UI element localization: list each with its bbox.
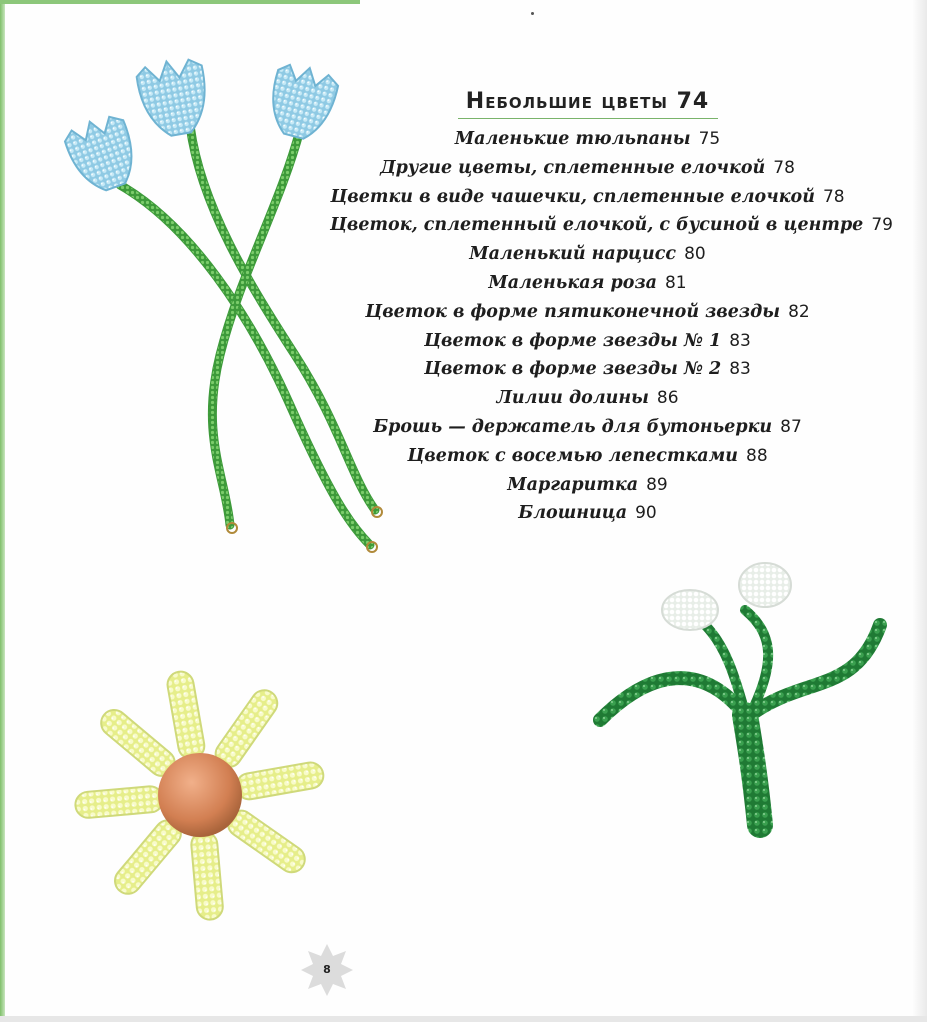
beaded-daisy-image	[60, 660, 340, 930]
toc-entry-page: 75	[698, 129, 721, 149]
toc-entry-page: 83	[729, 359, 751, 380]
toc-entry-title: Маленький нарцисс	[469, 244, 677, 265]
toc-entry-title: Цветок, сплетенный елочкой, с бусиной в центре	[330, 215, 864, 236]
toc-entry-page: 81	[664, 272, 687, 293]
toc-entry-page: 87	[780, 416, 802, 437]
toc-entry-title: Цветки в виде чашечки, сплетенные елочкой	[330, 186, 815, 207]
toc-entry-page: 80	[684, 244, 706, 265]
toc-entry-title: Блошница	[518, 503, 628, 524]
toc-entry-page: 89	[646, 474, 668, 495]
toc-entry-title: Цветок с восемью лепестками	[407, 445, 739, 466]
toc-entry-page: 78	[822, 186, 845, 207]
toc-entry-page: 86	[656, 388, 679, 409]
toc-entry-title: Маленькая роза	[488, 272, 657, 293]
toc-entry[interactable]	[330, 499, 845, 528]
toc-entry[interactable]	[330, 211, 893, 240]
toc-entry[interactable]	[330, 413, 845, 442]
toc-entry-title: Брошь — держатель для бутоньерки	[373, 416, 773, 437]
section-page-number: 74	[676, 89, 710, 114]
page-number-badge	[299, 942, 355, 998]
toc-entry[interactable]	[330, 442, 845, 471]
beaded-lily-of-the-valley-image	[585, 555, 895, 845]
toc-entry-list	[330, 125, 893, 528]
toc-entry[interactable]	[330, 327, 845, 356]
toc-entry-page: 78	[773, 157, 795, 178]
toc-entry-page: 82	[788, 301, 810, 322]
page-edge-left	[0, 0, 5, 1022]
page-edge-bottom	[0, 1016, 927, 1022]
toc-entry[interactable]	[330, 269, 845, 298]
toc-entry[interactable]	[330, 384, 845, 413]
toc-entry[interactable]	[330, 240, 845, 269]
toc-entry[interactable]	[330, 183, 845, 212]
toc-entry[interactable]	[330, 125, 845, 154]
toc-entry-title: Цветок в форме звезды № 1	[424, 330, 722, 351]
toc-entry-page: 90	[635, 503, 657, 524]
toc-entry[interactable]	[330, 355, 845, 384]
toc-entry-page: 79	[871, 215, 893, 236]
toc-entry-title: Маргаритка	[507, 474, 639, 495]
toc-entry-title: Маленькие тюльпаны	[454, 129, 691, 149]
toc-entry[interactable]	[330, 154, 845, 183]
toc-entry-title: Цветок в форме пятиконечной звезды	[365, 301, 781, 322]
toc-entry[interactable]	[330, 471, 845, 500]
section-title-text: Небольшие цветы	[465, 89, 668, 114]
toc-entry-page: 83	[729, 330, 751, 351]
toc-entry-page: 88	[746, 445, 768, 466]
print-speck	[531, 12, 534, 15]
page-number: 8	[323, 963, 331, 976]
page-edge-right	[913, 0, 927, 1022]
toc-entry-title: Лилии долины	[496, 388, 649, 409]
section-underline	[458, 118, 718, 119]
toc-entry-title: Цветок в форме звезды № 2	[424, 359, 722, 380]
toc-entry[interactable]	[330, 298, 845, 327]
page-edge-top	[0, 0, 360, 4]
table-of-contents	[330, 86, 893, 528]
toc-entry-title: Другие цветы, сплетенные елочкой	[380, 157, 766, 178]
section-heading	[330, 86, 845, 118]
